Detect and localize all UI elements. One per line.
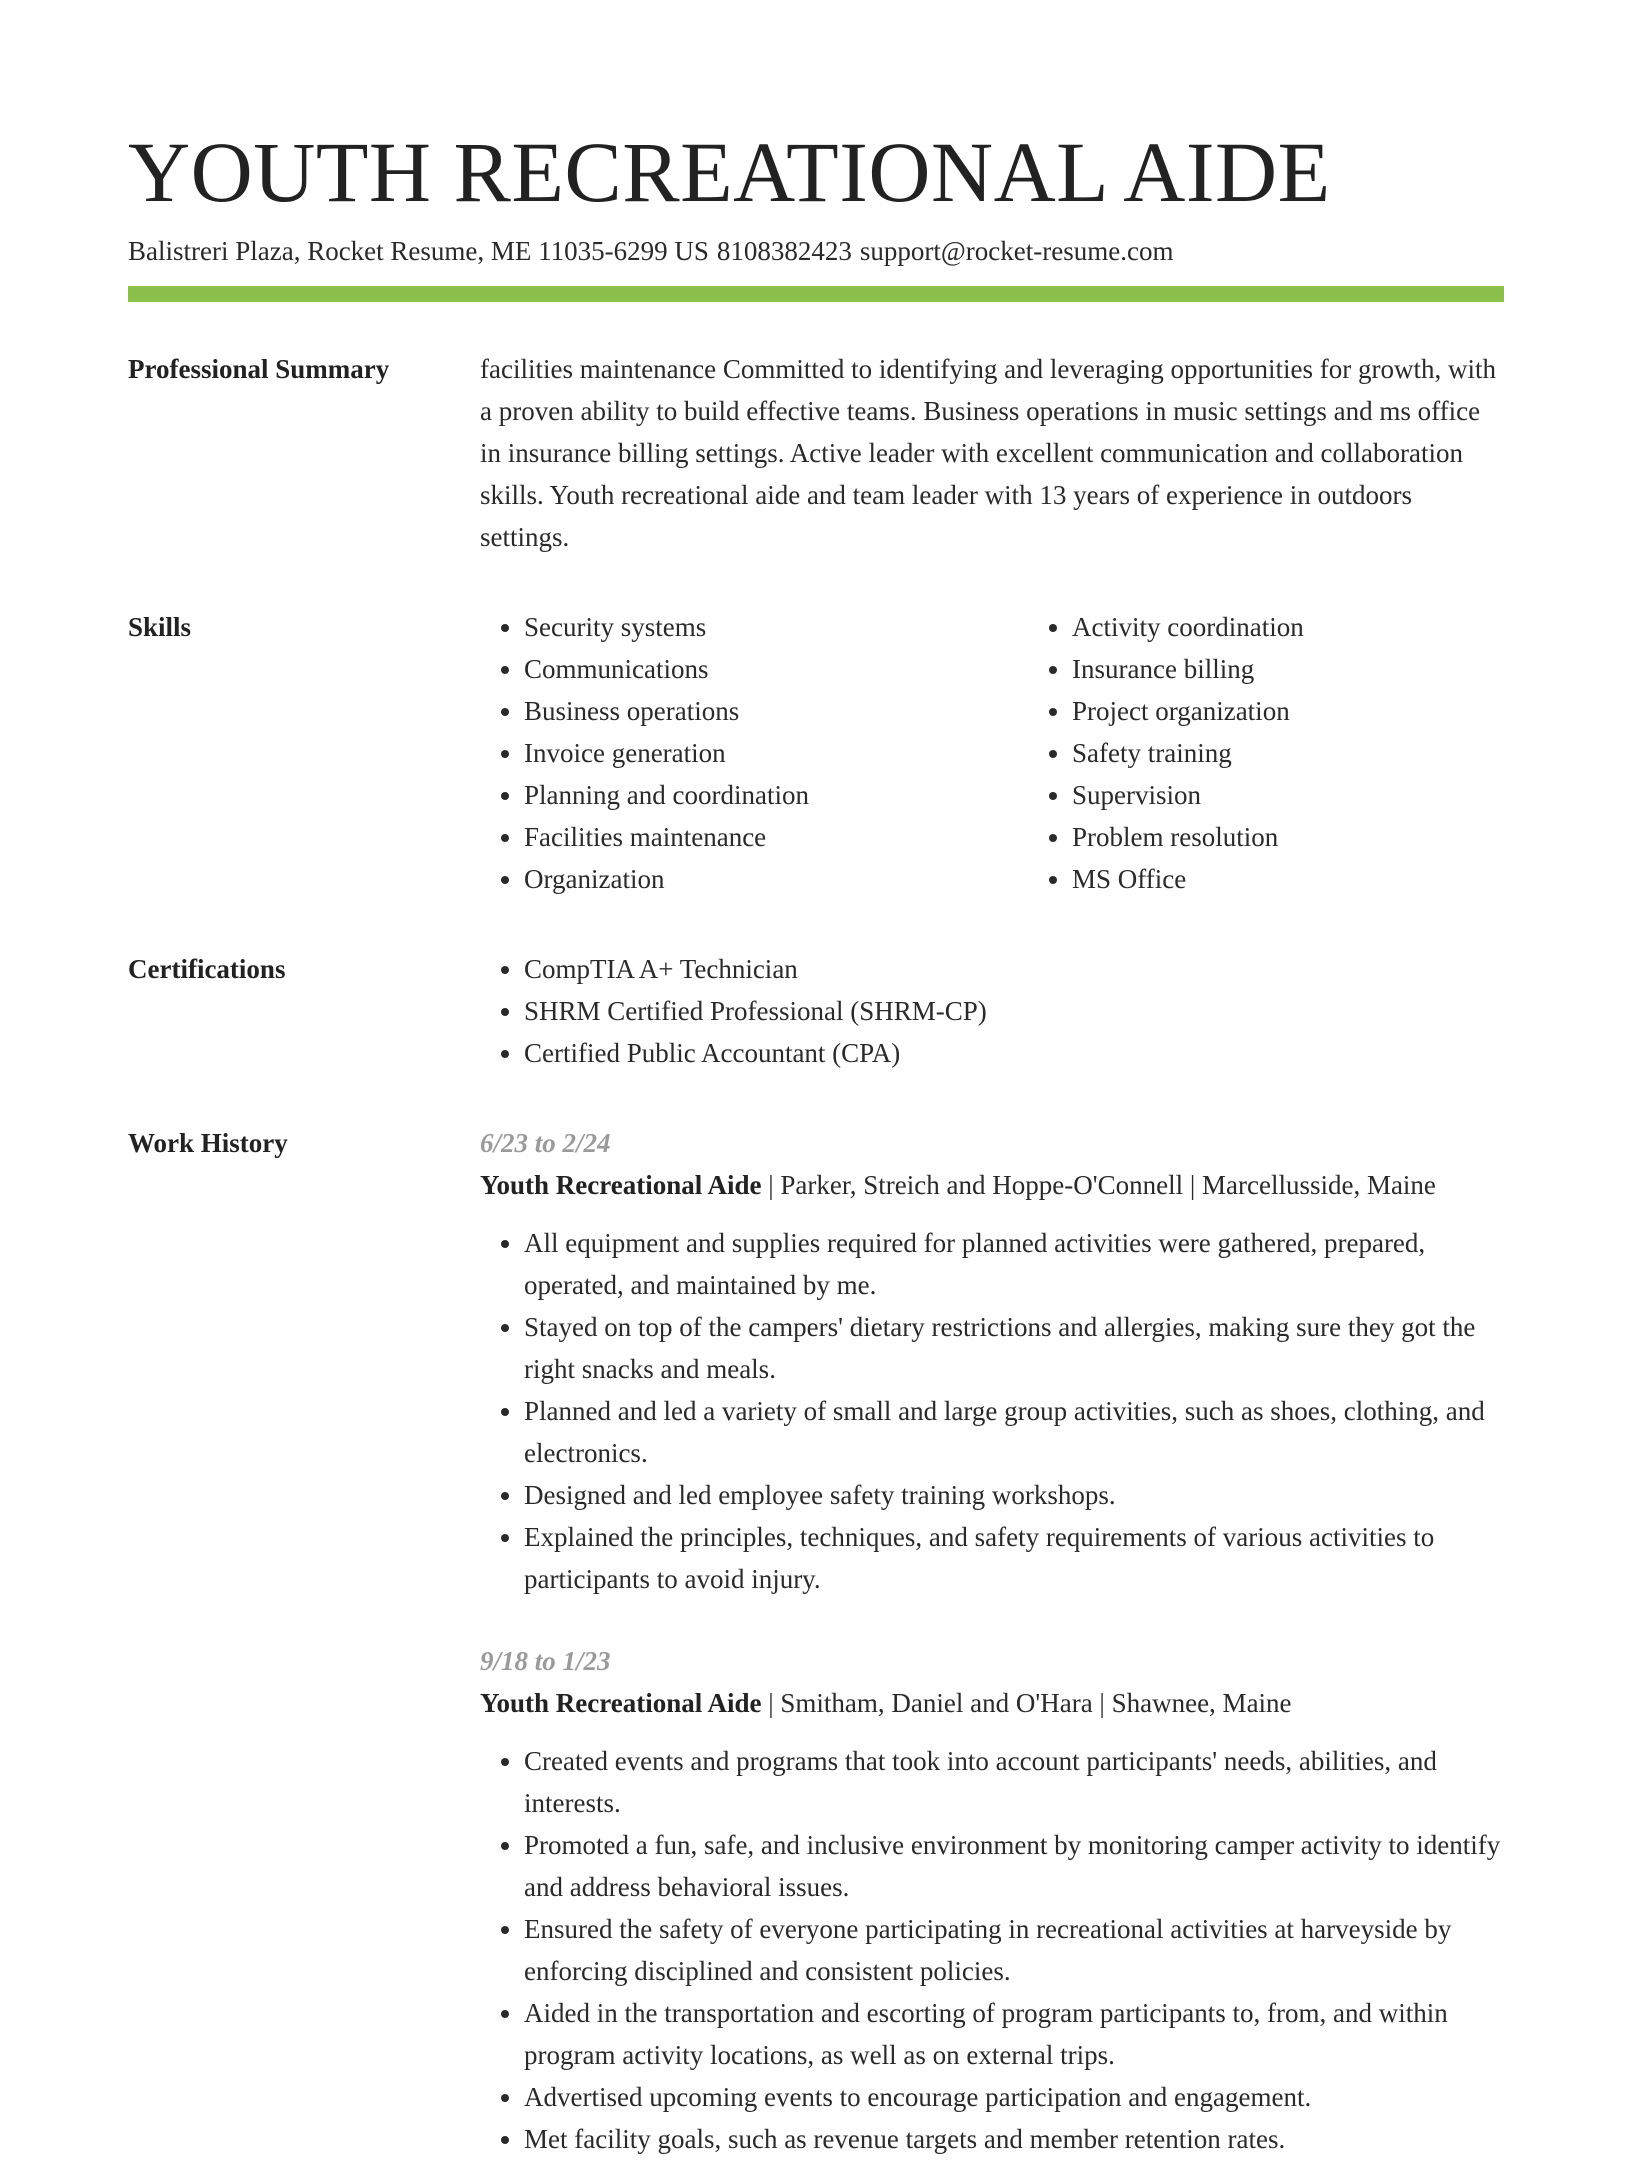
contact-email: support@rocket-resume.com	[859, 236, 1174, 266]
resume-name-heading: YOUTH RECREATIONAL AIDE	[128, 124, 1331, 220]
header-divider	[128, 286, 1504, 302]
section-skills	[128, 606, 1504, 900]
contact-address: Balistreri Plaza, Rocket Resume, ME 11035-6299 US	[128, 236, 709, 266]
job-entry	[480, 1122, 1504, 1600]
job-details: | Parker, Streich and Hoppe-O'Connell | Marcellusside, Maine	[761, 1170, 1436, 1200]
job-entry	[480, 1640, 1504, 2160]
section-title: Certifications	[128, 954, 286, 984]
section-certifications	[128, 948, 1504, 1074]
section-title: Skills	[128, 612, 192, 642]
job-bullet: • Aided in the transportation and escorting of program participants to, from, and within program activity locations, as well as on external trips.	[524, 1992, 1504, 2076]
skill-item: • Security systems	[524, 606, 1028, 648]
summary-text: facilities maintenance Committed to identifying and leveraging opportunities for growth, with a proven ability to build effective teams. Business operations in music settings and ms office in insurance billing settings. Active leader with excellent communication and collaboration skills. Youth recreational aide and team leader with 13 years of experience in outdoors settings.	[480, 354, 1497, 552]
skill-item: • Invoice generation	[524, 732, 1028, 774]
job-bullet: • Ensured the safety of everyone participating in recreational activities at harveyside by enforcing disciplined and consistent policies.	[524, 1908, 1504, 1992]
contact-line	[128, 234, 1504, 268]
section-work-history	[128, 1122, 1504, 2160]
job-dates: 9/18 to 1/23	[480, 1646, 611, 1676]
skill-item: • Problem resolution	[1072, 816, 1576, 858]
job-bullet: • Met facility goals, such as revenue targets and member retention rates.	[524, 2118, 1504, 2160]
skill-item: • Organization	[524, 858, 1028, 900]
job-bullets	[480, 1222, 1504, 1600]
skills-list-right	[1028, 606, 1576, 900]
contact-phone: 8108382423	[716, 236, 852, 266]
job-dates: 6/23 to 2/24	[480, 1128, 611, 1158]
resume-page	[128, 118, 1504, 2160]
certification-item: • SHRM Certified Professional (SHRM-CP)	[524, 990, 1504, 1032]
skill-item: • Planning and coordination	[524, 774, 1028, 816]
section-title: Work History	[128, 1128, 288, 1158]
skills-list-left	[480, 606, 1028, 900]
skill-item: • Project organization	[1072, 690, 1576, 732]
skill-item: • Business operations	[524, 690, 1028, 732]
job-role-line	[480, 1164, 1504, 1206]
job-bullet: • Created events and programs that took into account participants' needs, abilities, and interests.	[524, 1740, 1504, 1824]
skill-item: • Activity coordination	[1072, 606, 1576, 648]
job-bullet: • All equipment and supplies required for planned activities were gathered, prepared, operated, and maintained by me.	[524, 1222, 1504, 1306]
job-bullet: • Stayed on top of the campers' dietary restrictions and allergies, making sure they got the right snacks and meals.	[524, 1306, 1504, 1390]
job-bullet: • Promoted a fun, safe, and inclusive environment by monitoring camper activity to identify and address behavioral issues.	[524, 1824, 1504, 1908]
job-bullet: • Planned and led a variety of small and large group activities, such as shoes, clothing, and electronics.	[524, 1390, 1504, 1474]
skill-item: • Supervision	[1072, 774, 1576, 816]
skill-item: • Facilities maintenance	[524, 816, 1028, 858]
skill-item: • Insurance billing	[1072, 648, 1576, 690]
skill-item: • MS Office	[1072, 858, 1576, 900]
section-professional-summary	[128, 348, 1504, 558]
job-details: | Smitham, Daniel and O'Hara | Shawnee, Maine	[761, 1688, 1292, 1718]
job-bullet: • Designed and led employee safety training workshops.	[524, 1474, 1504, 1516]
skill-item: • Communications	[524, 648, 1028, 690]
skill-item: • Safety training	[1072, 732, 1576, 774]
section-title: Professional Summary	[128, 354, 390, 384]
certification-item: • Certified Public Accountant (CPA)	[524, 1032, 1504, 1074]
job-role-line	[480, 1682, 1504, 1724]
job-bullet: • Advertised upcoming events to encourage participation and engagement.	[524, 2076, 1504, 2118]
job-title: Youth Recreational Aide	[480, 1688, 762, 1718]
job-bullets	[480, 1740, 1504, 2160]
job-title: Youth Recreational Aide	[480, 1170, 762, 1200]
certification-item: • CompTIA A+ Technician	[524, 948, 1504, 990]
certifications-list	[480, 948, 1504, 1074]
job-bullet: • Explained the principles, techniques, and safety requirements of various activities to participants to avoid injury.	[524, 1516, 1504, 1600]
